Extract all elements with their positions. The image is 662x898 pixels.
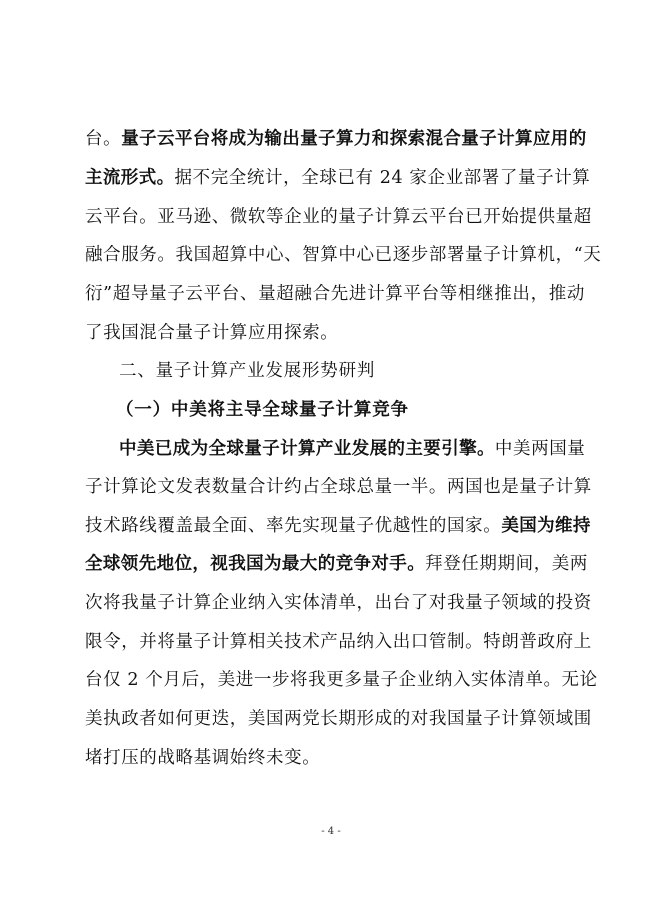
paragraph-2-line-7: 台仅 2 个月后，美进一步将我更多量子企业纳入实体清单。无论 <box>85 670 598 690</box>
paragraph-2-line-4 <box>85 552 589 576</box>
text: 技术路线覆盖最全面、率先实现量子优越性的国家。 <box>85 516 502 536</box>
text: 中美两国量 <box>494 439 586 459</box>
bold-text: 中美已成为全球量子计算产业发展的主要引擎。 <box>119 439 495 459</box>
paragraph-2-line-2: 子计算论文发表数量合计约占全球总量一半。两国也是量子计算 <box>85 477 592 497</box>
paragraph-1-line-1 <box>85 127 585 151</box>
subsection-heading: （一）中美将主导全球量子计算竞争 <box>116 400 409 420</box>
paragraph-1-line-4: 融合服务。我国超算中心、智算中心已逐步部署量子计算机，“天 <box>85 245 602 265</box>
page-number: - 4 - <box>321 826 341 837</box>
paragraph-2-line-1 <box>119 437 585 461</box>
text: 拜登任期期间，美两 <box>425 554 589 574</box>
bold-text: 美国为维持 <box>501 516 591 536</box>
paragraph-2-line-8: 美执政者如何更迭，美国两党长期形成的对我国量子计算领域围 <box>85 709 592 729</box>
text: 据不完全统计，全球已有 24 家企业部署了量子计算 <box>174 168 591 188</box>
text: 台。 <box>85 129 122 149</box>
bold-text: 主流形式。 <box>85 168 175 188</box>
section-heading: 二、量子计算产业发展形势研判 <box>119 361 376 381</box>
paragraph-1-line-3: 云平台。亚马逊、微软等企业的量子计算云平台已开始提供量超 <box>85 207 592 227</box>
paragraph-1-line-5: 衍”超导量子云平台、量超融合先进计算平台等相继推出，推动 <box>85 284 585 304</box>
paragraph-2-line-9: 堵打压的战略基调始终未变。 <box>85 748 321 768</box>
paragraph-1-line-2 <box>85 166 591 190</box>
bold-text: 量子云平台将成为输出量子算力和探索混合量子计算应用的 <box>121 129 587 149</box>
bold-text: 全球领先地位，视我国为最大的竞争对手。 <box>85 554 426 574</box>
paragraph-1-line-6: 了我国混合量子计算应用探索。 <box>85 323 339 343</box>
paragraph-2-line-6: 限令，并将量子计算相关技术产品纳入出口管制。特朗普政府上 <box>85 632 592 652</box>
paragraph-2-line-5: 次将我量子计算企业纳入实体清单，出台了对我量子领域的投资 <box>85 593 592 613</box>
paragraph-2-line-3 <box>85 514 591 538</box>
